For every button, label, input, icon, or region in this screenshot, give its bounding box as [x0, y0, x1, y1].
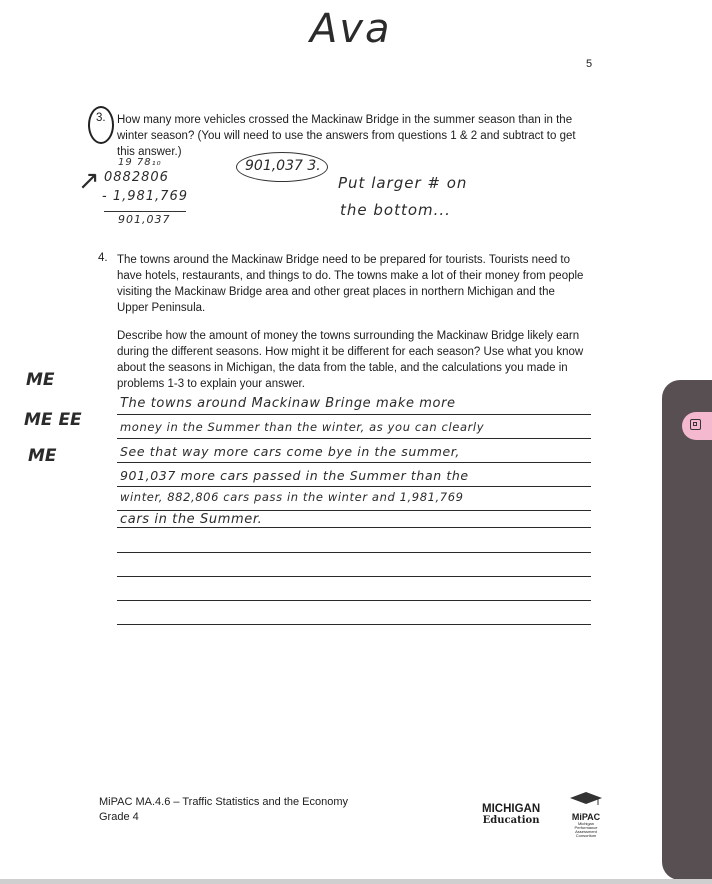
graduation-cap-icon — [570, 792, 602, 806]
answer-rule — [117, 414, 591, 415]
side-panel — [662, 380, 712, 880]
question4-number: 4. — [98, 252, 108, 264]
answer-rule — [117, 527, 591, 528]
answer-line: See that way more cars come bye in the summer, — [120, 444, 460, 459]
answer-rule — [117, 624, 591, 625]
work-rule — [104, 211, 186, 212]
bottom-scroll-bar[interactable] — [0, 879, 712, 884]
question4-prompt: Describe how the amount of money the towns surrounding the Mackinaw Bridge likely earn during the different seasons. How might it be different for each season? Use what you know about the seasons in Michigan, the data from the table, and the calculations you made in problems 1-3 to explain your answer. — [117, 330, 584, 390]
question3-text: How many more vehicles crossed the Mackinaw Bridge in the summer season than in the winter season? (You will need to use the answers from questions 1 & 2 and subtract to get this answer.) — [117, 114, 576, 158]
question4-text: The towns around the Mackinaw Bridge need to be prepared for tourists. Tourists need to have hotels, restaurants, and things to do. The towns make a lot of their money from people visiting the Mackinaw Bridge area and other great places in northern Michigan and the Upper Peninsula. — [117, 254, 584, 314]
answer-rule — [117, 576, 591, 577]
margin-note-line: the bottom... — [340, 201, 451, 219]
answer-line: 901,037 more cars passed in the Summer than the — [120, 468, 469, 483]
work-line: 0882806 — [104, 170, 169, 185]
education-logo-text: Education — [482, 815, 540, 826]
question3-answer: 901,037 3. — [236, 152, 328, 182]
michigan-education-logo — [482, 804, 540, 826]
answer-rule — [117, 462, 591, 463]
margin-note-line: Put larger # on — [338, 174, 468, 192]
work-line: - 1,981,769 — [102, 189, 188, 204]
screenshot-button[interactable] — [682, 412, 712, 440]
arrow-mark: ↗ — [78, 166, 100, 196]
question3-number: 3. — [96, 112, 106, 124]
screenshot-icon — [690, 419, 701, 430]
footer-title: MiPAC MA.4.6 – Traffic Statistics and the Economy — [99, 796, 349, 808]
mipac-logo-text: MiPAC — [571, 812, 601, 822]
work-result: 901,037 — [118, 213, 171, 226]
answer-line: The towns around Mackinaw Bringe make more — [120, 396, 456, 411]
answer-line: money in the Summer than the winter, as you can clearly — [120, 420, 485, 434]
margin-note: ME — [26, 370, 55, 390]
work-carry: 19 78₁₀ — [118, 157, 162, 168]
mipac-logo-subtext: Michigan Performance Assessment Consortium — [574, 821, 598, 838]
margin-note: ME EE — [24, 410, 82, 430]
mipac-logo — [566, 792, 606, 838]
answer-rule — [117, 486, 591, 487]
student-name: Ava — [310, 6, 392, 52]
page-number: 5 — [586, 58, 593, 70]
answer-rule — [117, 438, 591, 439]
answer-line: cars in the Summer. — [120, 512, 263, 527]
answer-rule — [117, 510, 591, 511]
answer-rule — [117, 552, 591, 553]
footer-grade: Grade 4 — [99, 811, 139, 823]
answer-rule — [117, 600, 591, 601]
margin-note: ME — [28, 446, 57, 466]
michigan-logo-text: MICHIGAN — [482, 803, 541, 815]
answer-line: winter, 882,806 cars pass in the winter and 1,981,769 — [120, 490, 464, 504]
